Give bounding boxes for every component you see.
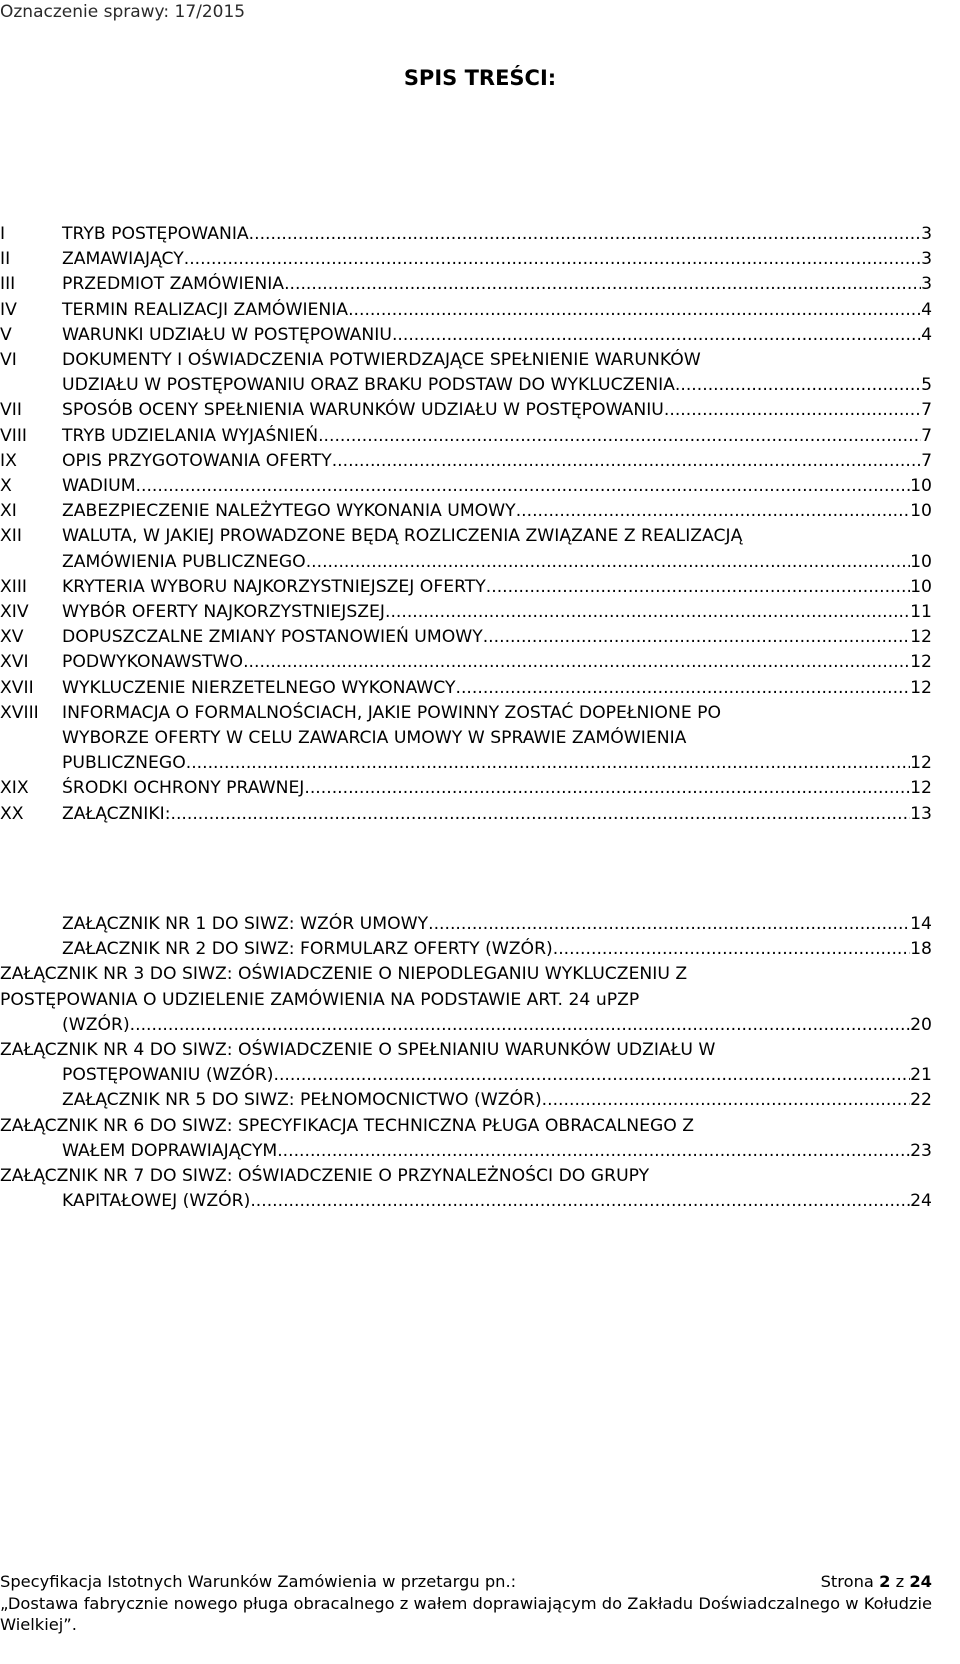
toc-entry-page: 12 bbox=[910, 753, 932, 774]
annexes-entry[interactable] bbox=[0, 1114, 932, 1164]
toc-entry-number: V bbox=[0, 324, 12, 345]
toc-entry-title-line: TERMIN REALIZACJI ZAMÓWIENIA bbox=[62, 299, 349, 320]
annexes-entry-title-line: ZAŁACZNIK NR 2 DO SIWZ: FORMULARZ OFERTY (WZÓR) bbox=[62, 939, 553, 960]
toc-entry[interactable] bbox=[0, 776, 932, 801]
toc-entry-number: IV bbox=[0, 299, 17, 320]
toc-entry-title-line: TRYB UDZIELANIA WYJAŚNIEŃ bbox=[62, 425, 319, 446]
toc-entry-number: VIII bbox=[0, 425, 27, 446]
toc-entry-number: XIX bbox=[0, 778, 29, 799]
toc-entry[interactable] bbox=[0, 575, 932, 600]
toc-entry-page: 4 bbox=[921, 324, 932, 345]
annexes-entry-page: 24 bbox=[910, 1191, 932, 1212]
toc-entry[interactable] bbox=[0, 524, 932, 574]
toc-entry-page: 11 bbox=[910, 602, 932, 623]
toc-entry-number: XIII bbox=[0, 576, 27, 597]
annexes-entry-title-line: WAŁEM DOPRAWIAJĄCYM bbox=[62, 1140, 278, 1161]
page-title: SPIS TREŚCI: bbox=[403, 66, 557, 90]
toc-entry-title-line: DOPUSZCZALNE ZMIANY POSTANOWIEŃ UMOWY bbox=[62, 627, 483, 648]
dot-leader bbox=[136, 474, 911, 499]
toc-entry-page: 7 bbox=[921, 450, 932, 471]
toc-entry-page: 10 bbox=[910, 551, 932, 572]
annexes-entry-page: 22 bbox=[910, 1090, 932, 1111]
toc-entry-title-line: WARUNKI UDZIAŁU W POSTĘPOWANIU bbox=[62, 324, 392, 345]
toc-entry[interactable] bbox=[0, 499, 932, 524]
toc-entry-title-line: INFORMACJA O FORMALNOŚCIACH, JAKIE POWINNY ZOSTAĆ DOPEŁNIONE PO bbox=[62, 702, 722, 723]
annexes-entry-title-line: ZAŁĄCZNIK NR 1 DO SIWZ: WZÓR UMOWY bbox=[62, 914, 429, 934]
annexes-entry[interactable] bbox=[0, 1038, 932, 1088]
dot-leader bbox=[542, 1088, 910, 1113]
annexes-entry-page: 21 bbox=[910, 1065, 932, 1086]
toc-entry-title-line: ZAŁĄCZNIKI: bbox=[62, 803, 171, 824]
annexes-entry-title-line: (WZÓR) bbox=[62, 1014, 130, 1035]
annexes-entry-page: 20 bbox=[910, 1014, 932, 1035]
toc-entry-page: 5 bbox=[921, 375, 932, 396]
annexes-entry[interactable] bbox=[0, 962, 932, 1038]
toc-entry[interactable] bbox=[0, 272, 932, 297]
toc-entry-number: I bbox=[0, 224, 6, 244]
toc-entry-number: XIV bbox=[0, 602, 29, 623]
dot-leader bbox=[184, 247, 921, 272]
annexes-entry-page: 18 bbox=[910, 939, 932, 960]
annexes-entry-title-line: ZAŁĄCZNIK NR 7 DO SIWZ: OŚWIADCZENIE O PRZYNALEŻNOŚCI DO GRUPY bbox=[0, 1166, 650, 1187]
toc-entry-page: 12 bbox=[910, 677, 932, 698]
toc-entry[interactable] bbox=[0, 298, 932, 323]
toc-entry[interactable] bbox=[0, 802, 932, 827]
annexes-entry[interactable] bbox=[0, 912, 932, 937]
dot-leader bbox=[483, 625, 910, 650]
dot-leader bbox=[249, 222, 921, 247]
dot-leader bbox=[186, 751, 910, 776]
toc-entry-title-line: WALUTA, W JAKIEJ PROWADZONE BĘDĄ ROZLICZENIA ZWIĄZANE Z REALIZACJĄ bbox=[62, 526, 743, 547]
dot-leader bbox=[385, 600, 910, 625]
dot-leader bbox=[274, 1063, 911, 1088]
dot-leader bbox=[428, 912, 910, 937]
toc-entry-number: XVII bbox=[0, 677, 34, 698]
toc-entry-number: X bbox=[0, 476, 12, 497]
toc-entry[interactable] bbox=[0, 676, 932, 701]
toc-entry-title-line: ZAMAWIAJĄCY bbox=[62, 249, 184, 270]
toc-entry-number: II bbox=[0, 249, 11, 270]
toc-entry[interactable] bbox=[0, 323, 932, 348]
dot-leader bbox=[553, 937, 910, 962]
toc-entry[interactable] bbox=[0, 701, 932, 777]
toc-entry[interactable] bbox=[0, 625, 932, 650]
toc-entry-title-line: PUBLICZNEGO bbox=[62, 753, 186, 774]
toc-entry-title-line: ZABEZPIECZENIE NALEŻYTEGO WYKONANIA UMOWY bbox=[62, 501, 516, 522]
toc-entry-number: III bbox=[0, 274, 16, 295]
annexes-entry-title-line: KAPITAŁOWEJ (WZÓR) bbox=[62, 1191, 251, 1212]
annexes-entry-title-line: ZAŁĄCZNIK NR 5 DO SIWZ: PEŁNOMOCNICTWO (WZÓR) bbox=[62, 1090, 542, 1111]
toc-entry-page: 12 bbox=[910, 627, 932, 648]
dot-leader bbox=[516, 499, 910, 524]
toc-entry-number: VI bbox=[0, 350, 17, 371]
toc-entry-number: XI bbox=[0, 501, 17, 522]
toc-entry-title-line: UDZIAŁU W POSTĘPOWANIU ORAZ BRAKU PODSTAW DO WYKLUCZENIA bbox=[62, 375, 675, 396]
dot-leader bbox=[675, 373, 921, 398]
toc-entry-title-line: SPOSÓB OCENY SPEŁNIENIA WARUNKÓW UDZIAŁU W POSTĘPOWANIU bbox=[62, 400, 664, 421]
toc-entry-title-line: TRYB POSTĘPOWANIA bbox=[62, 224, 249, 244]
toc-entry-number: VII bbox=[0, 400, 22, 421]
toc-entry-page: 10 bbox=[910, 576, 932, 597]
toc-entry-title-line: DOKUMENTY I OŚWIADCZENIA POTWIERDZAJĄCE SPEŁNIENIE WARUNKÓW bbox=[62, 350, 701, 371]
annexes-entry-title-line: POSTĘPOWANIA O UDZIELENIE ZAMÓWIENIA NA PODSTAWIE ART. 24 uPZP bbox=[0, 989, 640, 1010]
annexes-entry-page: 14 bbox=[910, 914, 932, 934]
toc-entry-title-line: PODWYKONAWSTWO bbox=[62, 652, 244, 673]
toc-entry[interactable] bbox=[0, 650, 932, 675]
toc-entry-number: XV bbox=[0, 627, 24, 648]
toc-entry-page: 12 bbox=[910, 778, 932, 799]
toc-entry-page: 10 bbox=[910, 476, 932, 497]
toc-entry-title-line: KRYTERIA WYBORU NAJKORZYSTNIEJSZEJ OFERTY bbox=[62, 576, 486, 597]
dot-leader bbox=[284, 272, 921, 297]
dot-leader bbox=[250, 1189, 910, 1214]
dot-leader bbox=[277, 1139, 910, 1164]
toc-entry-page: 4 bbox=[921, 299, 932, 320]
toc-entry-page: 12 bbox=[910, 652, 932, 673]
toc-entry-title-line: OPIS PRZYGOTOWANIA OFERTY bbox=[62, 450, 332, 471]
annexes-entry-title-line: ZAŁĄCZNIK NR 3 DO SIWZ: OŚWIADCZENIE O NIEPODLEGANIU WYKLUCZENIU Z bbox=[0, 964, 688, 985]
footer-description: „Dostawa fabrycznie nowego pługa obracalnego z wałem doprawiającym do Zakładu Doświadczalnego w Kołudzie Wielkiej”. bbox=[0, 1593, 932, 1634]
annexes-entry[interactable] bbox=[0, 937, 932, 962]
page-footer bbox=[0, 1571, 932, 1636]
toc-entry-page: 10 bbox=[910, 501, 932, 522]
annexes-entry-page: 23 bbox=[910, 1140, 932, 1161]
toc-entry-page: 7 bbox=[921, 425, 932, 446]
toc-entry-page: 3 bbox=[921, 249, 932, 270]
toc-entry-number: XII bbox=[0, 526, 22, 547]
toc-entry[interactable] bbox=[0, 398, 932, 423]
toc-entry-number: XVIII bbox=[0, 702, 39, 723]
dot-leader bbox=[304, 776, 910, 801]
dot-leader bbox=[243, 650, 910, 675]
dot-leader bbox=[318, 424, 921, 449]
dot-leader bbox=[306, 550, 910, 575]
annexes-entry-title-line: POSTĘPOWANIU (WZÓR) bbox=[62, 1065, 274, 1086]
toc-entry-title-line: PRZEDMIOT ZAMÓWIENIA bbox=[62, 274, 285, 295]
dot-leader bbox=[486, 575, 910, 600]
toc-entry-page: 7 bbox=[921, 400, 932, 421]
toc-entry[interactable] bbox=[0, 600, 932, 625]
annexes-entry-title-line: ZAŁĄCZNIK NR 4 DO SIWZ: OŚWIADCZENIE O SPEŁNIANIU WARUNKÓW UDZIAŁU W bbox=[0, 1040, 716, 1061]
annex-list bbox=[0, 912, 932, 1214]
toc-entry-title-line: WYBORZE OFERTY W CELU ZAWARCIA UMOWY W SPRAWIE ZAMÓWIENIA bbox=[62, 728, 687, 749]
toc-entry-title-line: ŚRODKI OCHRONY PRAWNEJ bbox=[62, 778, 305, 799]
toc-entry-number: XX bbox=[0, 803, 24, 824]
table-of-contents bbox=[0, 222, 932, 827]
toc-entry[interactable] bbox=[0, 222, 932, 247]
toc-entry-page: 13 bbox=[910, 803, 932, 824]
dot-leader bbox=[392, 323, 921, 348]
toc-entry-number: XVI bbox=[0, 652, 29, 673]
toc-entry-number: IX bbox=[0, 450, 17, 471]
toc-entry-title-line: WADIUM bbox=[62, 476, 136, 497]
toc-entry-page: 3 bbox=[921, 274, 932, 295]
toc-entry[interactable] bbox=[0, 424, 932, 449]
dot-leader bbox=[664, 398, 921, 423]
dot-leader bbox=[348, 298, 921, 323]
case-id: Oznaczenie sprawy: 17/2015 bbox=[0, 2, 246, 22]
footer-page-number: Strona 2 z 24 bbox=[820, 1572, 932, 1591]
dot-leader bbox=[332, 449, 921, 474]
toc-entry-page: 3 bbox=[921, 224, 932, 244]
dot-leader bbox=[170, 802, 910, 827]
toc-entry-title-line: WYKLUCZENIE NIERZETELNEGO WYKONAWCY bbox=[62, 677, 456, 698]
toc-entry[interactable] bbox=[0, 247, 932, 272]
dot-leader bbox=[456, 676, 911, 701]
toc-entry-title-line: WYBÓR OFERTY NAJKORZYSTNIEJSZEJ bbox=[62, 602, 385, 623]
annexes-entry-title-line: ZAŁĄCZNIK NR 6 DO SIWZ: SPECYFIKACJA TECHNICZNA PŁUGA OBRACALNEGO Z bbox=[0, 1115, 695, 1136]
annexes-entry[interactable] bbox=[0, 1088, 932, 1113]
dot-leader bbox=[130, 1013, 910, 1038]
toc-entry[interactable] bbox=[0, 449, 932, 474]
toc-entry[interactable] bbox=[0, 348, 932, 398]
toc-entry[interactable] bbox=[0, 474, 932, 499]
annexes-entry[interactable] bbox=[0, 1164, 932, 1214]
footer-spec-title: Specyfikacja Istotnych Warunków Zamówienia w przetargu pn.: bbox=[0, 1572, 517, 1591]
toc-entry-title-line: ZAMÓWIENIA PUBLICZNEGO bbox=[62, 551, 306, 572]
